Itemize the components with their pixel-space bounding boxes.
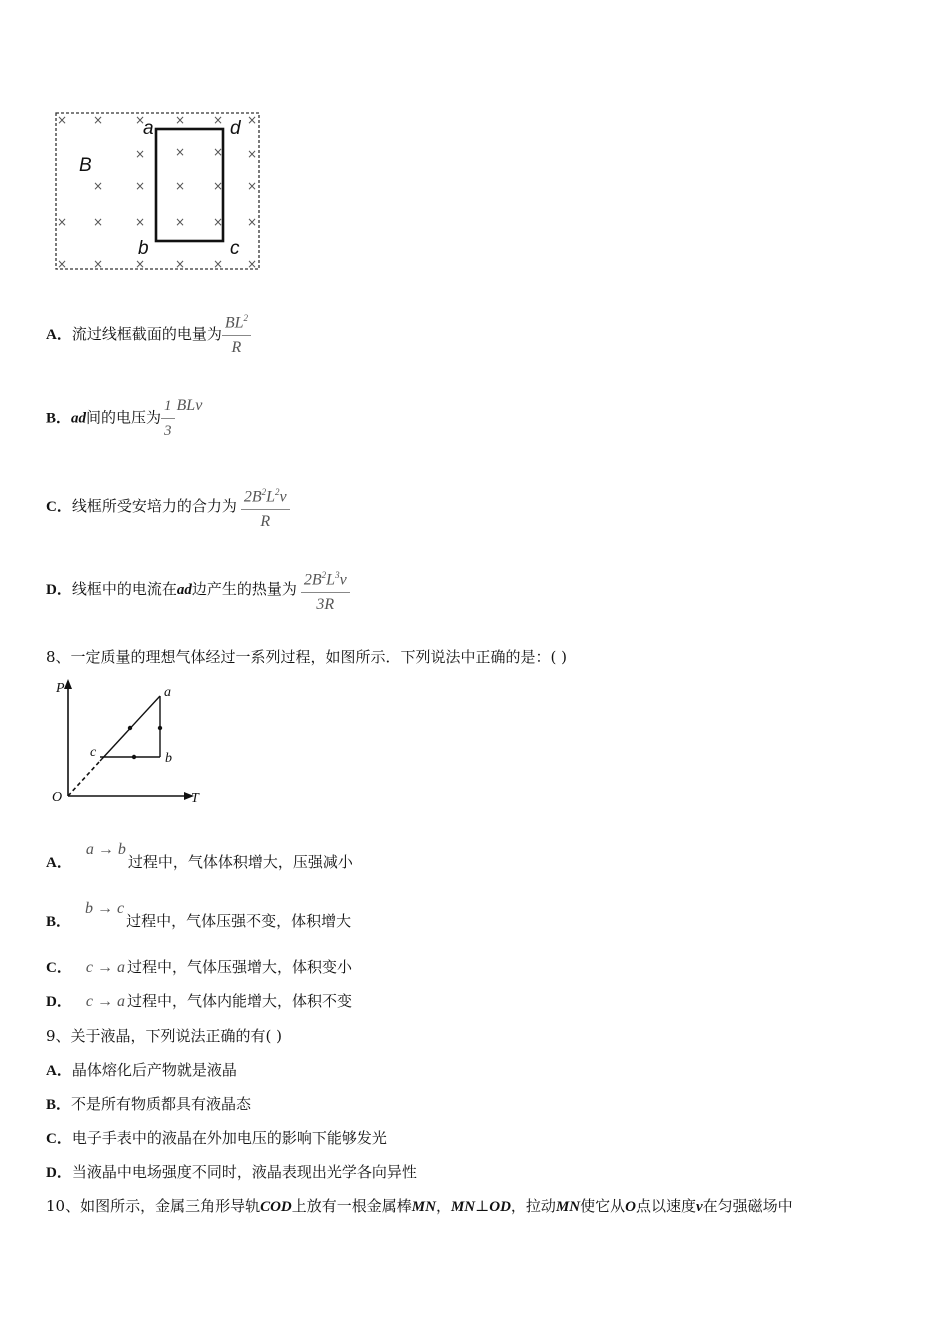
field-cross-mark: × [174, 179, 186, 193]
field-cross-mark: × [174, 113, 186, 127]
q7-option-b-formula: $\frac{1}{3}$ [161, 396, 175, 441]
q7-option-c-text: 线框所受安培力的合力为 [71, 497, 237, 516]
origin-label-o: O [52, 790, 63, 805]
field-cross-mark: × [246, 113, 258, 127]
q7-option-d-formula: $\frac{2B^2L^3v}{3R}$ [301, 565, 350, 615]
field-cross-mark: × [246, 215, 258, 229]
point-label-a: a [164, 685, 171, 700]
axis-label-p: P [56, 681, 65, 696]
field-region-border [56, 113, 259, 269]
q7-option-c: C．线框所受安培力的合力为 $\frac{2B^2L^2v}{R}$ [46, 482, 290, 532]
axis-label-t: T [191, 791, 199, 806]
q9-option-c: C．电子手表中的液晶在外加电压的影响下能够发光 [46, 1129, 387, 1147]
field-cross-mark: × [92, 215, 104, 229]
point-label-b: b [165, 751, 172, 766]
q8-option-d: D． c → a 过程中，气体内能增大，体积不变 [46, 992, 352, 1010]
field-cross-mark: × [212, 145, 224, 159]
pt-graph-figure [48, 676, 218, 811]
field-cross-mark: × [212, 179, 224, 193]
q7-option-b-text: 间的电压为 [86, 408, 162, 427]
corner-label-c: c [230, 238, 240, 259]
q9-option-b: B．不是所有物质都具有液晶态 [46, 1095, 252, 1113]
field-cross-mark: × [92, 257, 104, 271]
q7-option-b: B．ad间的电压为 $\frac{1}{3}$ BLv [46, 397, 203, 439]
q9-option-a: A．晶体熔化后产物就是液晶 [46, 1061, 237, 1079]
q8-stem: 8、一定质量的理想气体经过一系列过程，如图所示．下列说法中正确的是：( ) [46, 648, 568, 666]
q9-option-d: D．当液晶中电场强度不同时，液晶表现出光学各向异性 [46, 1163, 417, 1181]
q8-option-a: A．a → b过程中，气体体积增大，压强减小 [46, 841, 353, 871]
field-cross-mark: × [92, 113, 104, 127]
field-cross-mark: × [134, 179, 146, 193]
field-cross-mark: × [134, 113, 146, 127]
q7-option-a-text: 流过线框截面的电量为 [71, 325, 222, 344]
q7-option-d-text-a: 线框中的电流在 [71, 580, 177, 599]
q7-option-b-tail: BLv [176, 397, 203, 414]
field-label-B: B [79, 155, 92, 176]
field-cross-mark: × [212, 113, 224, 127]
loop-in-field-figure [50, 108, 270, 278]
arrow-dot-ab [158, 726, 162, 730]
q8-option-c: C． c → a 过程中，气体压强增大，体积变小 [46, 958, 352, 976]
q7-option-a: A．流过线框截面的电量为 $\frac{BL^2}{R}$ [46, 312, 251, 358]
field-cross-mark: × [174, 215, 186, 229]
field-cross-mark: × [56, 113, 68, 127]
field-cross-mark: × [246, 179, 258, 193]
q8-option-d-math: c → a [85, 993, 125, 1010]
field-cross-mark: × [174, 257, 186, 271]
q10-stem: 10、如图所示，金属三角形导轨COD上放有一根金属棒MN，MN⊥OD，拉动MN使它从O点以速度v在匀强磁场中 [46, 1197, 793, 1215]
field-cross-mark: × [246, 147, 258, 161]
q8-option-b-math: b → c [85, 900, 125, 917]
field-cross-mark: × [134, 147, 146, 161]
q7-option-d-var: ad [176, 582, 192, 599]
q7-option-b-var: ad [71, 410, 87, 427]
field-cross-mark: × [246, 257, 258, 271]
field-cross-mark: × [56, 215, 68, 229]
q8-option-a-math: a → b [85, 841, 126, 858]
q8-option-b: B．b → c过程中，气体压强不变，体积增大 [46, 900, 352, 930]
corner-label-d: d [230, 118, 241, 139]
q7-option-d: D．线框中的电流在ad边产生的热量为 $\frac{2B^2L^3v}{3R}$ [46, 565, 350, 615]
dashed-extension [68, 761, 100, 796]
corner-label-b: b [138, 238, 149, 259]
field-cross-mark: × [212, 257, 224, 271]
corner-label-a: a [143, 118, 154, 139]
p-axis-arrow [64, 679, 72, 689]
point-label-c: c [90, 745, 97, 760]
field-cross-mark: × [212, 215, 224, 229]
q8-option-c-math: c → a [85, 959, 125, 976]
arrow-dot-bc [132, 755, 136, 759]
q9-stem: 9、关于液晶，下列说法正确的有( ) [46, 1027, 283, 1045]
field-cross-mark: × [56, 257, 68, 271]
q7-option-d-text-b: 边产生的热量为 [191, 580, 297, 599]
q7-option-a-formula: $\frac{BL^2}{R}$ [222, 308, 251, 358]
field-cross-mark: × [92, 179, 104, 193]
field-cross-mark: × [174, 145, 186, 159]
field-cross-mark: × [134, 215, 146, 229]
field-cross-mark: × [134, 257, 146, 271]
q7-option-c-formula: $\frac{2B^2L^2v}{R}$ [241, 482, 290, 532]
arrow-dot-ca [128, 726, 132, 730]
